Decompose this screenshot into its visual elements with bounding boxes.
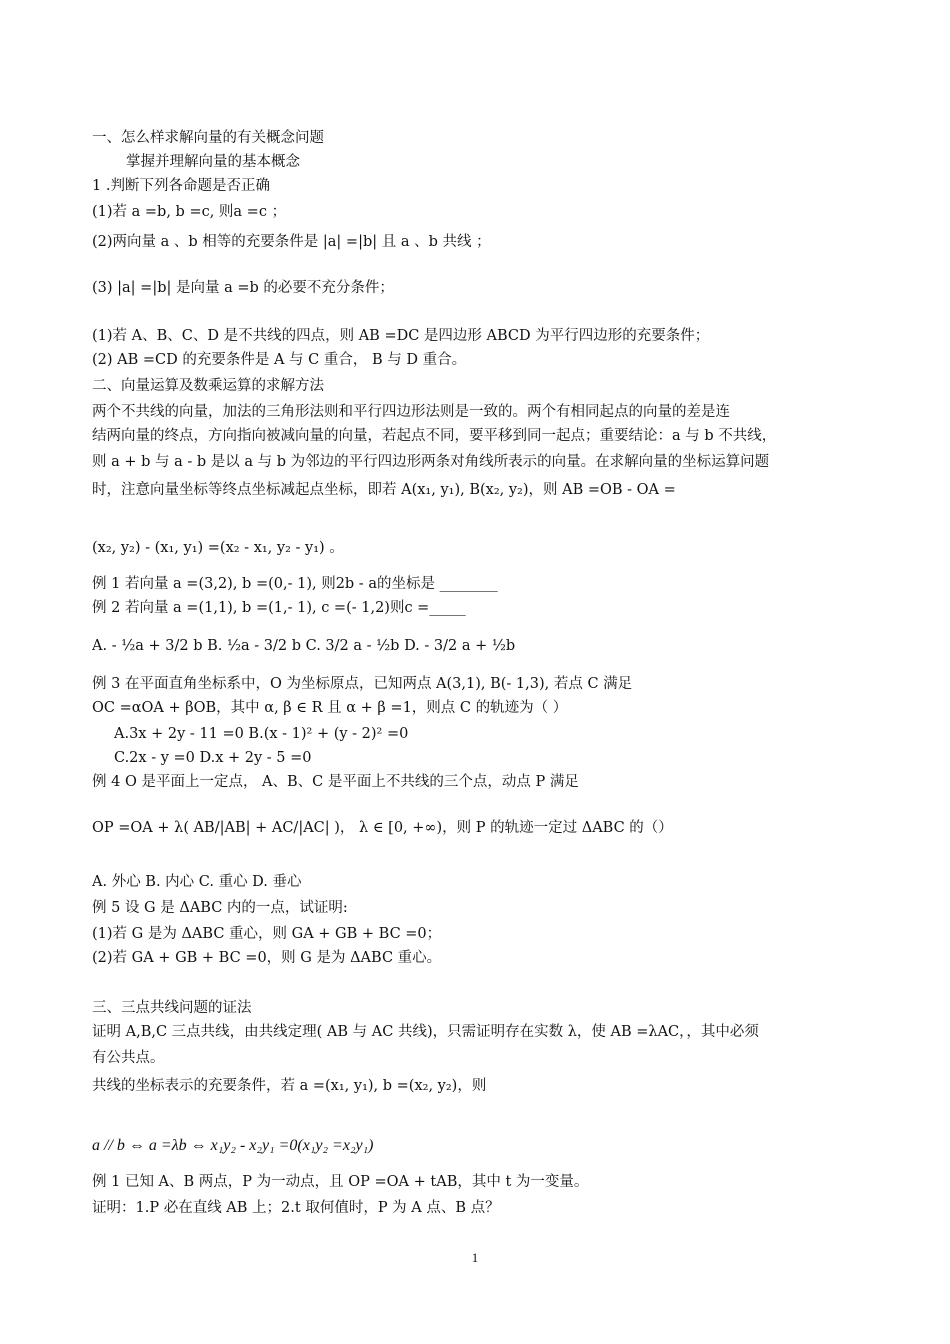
section-heading-2: 二、向量运算及数乘运算的求解方法 <box>92 378 324 394</box>
example-line: 例 4 O 是平面上一定点， A、B、C 是平面上不共线的三个点，动点 P 满足 <box>92 774 579 790</box>
text-line: 证明 A,B,C 三点共线，由共线定理( AB 与 AC 共线)，只需证明存在实数 λ，使 AB =λAC，，其中必须 <box>92 1024 759 1040</box>
section-heading-3: 三、三点共线问题的证法 <box>92 1000 252 1016</box>
example-line: 例 3 在平面直角坐标系中，O 为坐标原点，已知两点 A(3,1), B(- 1,3), 若点 C 满足 <box>92 676 633 692</box>
text-line: 时，注意向量坐标等终点坐标减起点坐标，即若 A(x₁, y₁), B(x₂, y₂)，则 AB =OB - OA = <box>92 482 676 498</box>
example-line: 例 1 若向量 a =(3,2), b =(0,- 1), 则2b - a的坐标是 ________ <box>92 576 498 592</box>
text-line: 有公共点。 <box>92 1050 165 1066</box>
choices-line: A. 外心 B. 内心 C. 重心 D. 垂心 <box>92 874 302 890</box>
text-line: (3) |a| =|b| 是向量 a =b 的必要不充分条件； <box>92 280 394 296</box>
text-line: (2) AB =CD 的充要条件是 A 与 C 重合， B 与 D 重合。 <box>92 352 467 368</box>
choices-line: A.3x + 2y - 11 =0 B.(x - 1)² + (y - 2)² =0 <box>114 726 409 742</box>
text-line: OC =αOA + βOB，其中 α, β ∈ R 且 α + β =1，则点 C 的轨迹为（ ） <box>92 700 568 716</box>
choices-line: A. - ½a + 3/2 b B. ½a - 3/2 b C. 3/2 a - ½b D. - 3/2 a + ½b <box>92 638 516 654</box>
choices-line: C.2x - y =0 D.x + 2y - 5 =0 <box>114 750 312 766</box>
text-line: (1)若 a =b, b =c, 则a =c ； <box>92 204 287 220</box>
page-number: 1 <box>471 1250 479 1265</box>
formula-line: a // b ⇔ a =λb ⇔ x₁y₂ - x₂y₁ =0(x₁y₂ =x₂y₁) <box>92 1137 374 1154</box>
text-line: 证明：1.P 必在直线 AB 上；2.t 取何值时，P 为 A 点、B 点？ <box>92 1200 500 1216</box>
text-line: 1 .判断下列各命题是否正确 <box>92 178 270 194</box>
subheading: 掌握并理解向量的基本概念 <box>126 154 300 170</box>
formula-line: OP =OA + λ( AB/|AB| + AC/|AC| )， λ ∈ [0, +∞)，则 P 的轨迹一定过 ΔABC 的（） <box>92 820 673 836</box>
text-line: (2)若 GA + GB + BC =0，则 G 是为 ΔABC 重心。 <box>92 950 442 966</box>
section-heading-1: 一、怎么样求解向量的有关概念问题 <box>92 130 324 146</box>
text-line: 结两向量的终点，方向指向被减向量的向量，若起点不同，要平移到同一起点；重要结论：a 与 b 不共线， <box>92 428 777 444</box>
example-line: 例 1 已知 A、B 两点，P 为一动点，且 OP =OA + tAB，其中 t 为一变量。 <box>92 1174 589 1190</box>
formula-line: (x₂, y₂) - (x₁, y₁) =(x₂ - x₁, y₂ - y₁) 。 <box>92 540 344 556</box>
example-line: 例 5 设 G 是 ΔABC 内的一点，试证明: <box>92 900 348 916</box>
example-line: 例 2 若向量 a =(1,1), b =(1,- 1), c =(- 1,2)则c =_____ <box>92 600 466 616</box>
text-line: 两个不共线的向量，加法的三角形法则和平行四边形法则是一致的。两个有相同起点的向量的差是连 <box>92 404 730 420</box>
text-line: (2)两向量 a 、b 相等的充要条件是 |a| =|b| 且 a 、b 共线 ； <box>92 234 491 250</box>
text-line: (1)若 G 是为 ΔABC 重心，则 GA + GB + BC =0； <box>92 926 442 942</box>
text-line: 则 a + b 与 a - b 是以 a 与 b 为邻边的平行四边形两条对角线所表示的向量。在求解向量的坐标运算问题 <box>92 454 770 470</box>
text-line: 共线的坐标表示的充要条件，若 a =(x₁, y₁), b =(x₂, y₂)，则 <box>92 1078 487 1094</box>
text-line: (1)若 A、B、C、D 是不共线的四点，则 AB =DC 是四边形 ABCD 为平行四边形的充要条件； <box>92 328 710 344</box>
